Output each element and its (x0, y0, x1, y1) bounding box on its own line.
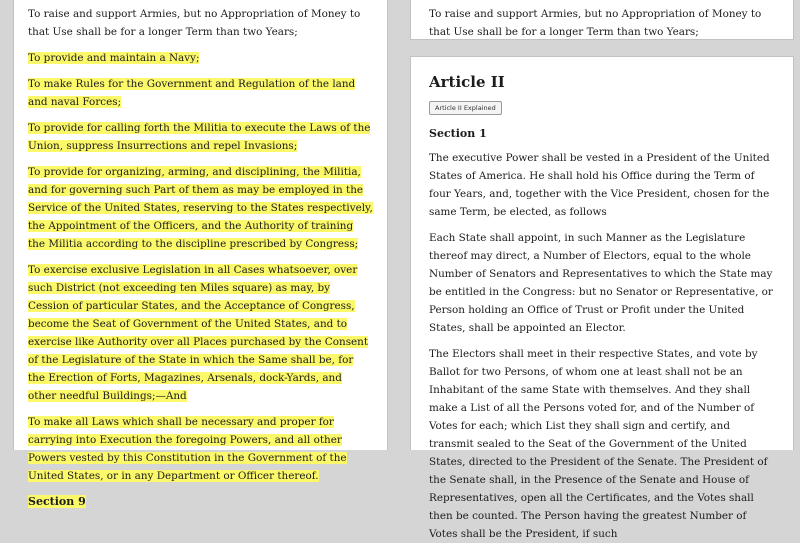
highlight-text: To make all Laws which shall be necessary and proper for carrying into Execution the foregoing Powers, and all other Powers vested by this Constitution in the Government of the United States, or in any Department or Officer thereof. (28, 416, 347, 482)
highlight-text: To exercise exclusive Legislation in all Cases whatsoever, over such District (not exceeding ten Miles square) as may, by Cession of particular States, and the Acceptance of Congress, become the Seat of Government of the United States, and to exercise like Authority over all Places purchased by the Consent of the Legislature of the State in which the Same shall be, for the Erection of Forts, Magazines, Arsenals, dock-Yards, and other needful Buildings;—And (28, 264, 369, 402)
highlighted-paragraph (28, 49, 373, 67)
right-top-pane (410, 0, 794, 40)
highlighted-paragraph (28, 119, 373, 155)
highlight-text: To provide for calling forth the Militia to execute the Laws of the Union, suppress Insurrections and repel Invasions; (28, 122, 371, 152)
section-heading (28, 493, 373, 511)
highlight-text: To provide and maintain a Navy; (28, 52, 200, 64)
highlighted-paragraph (28, 75, 373, 111)
highlighted-paragraph (28, 163, 373, 253)
intro-paragraph: To raise and support Armies, but no Appropriation of Money to that Use shall be for a longer Term than two Years; (28, 8, 361, 38)
section-heading: Section 1 (429, 127, 487, 140)
highlighted-paragraph (28, 261, 373, 405)
article-title: Article II (429, 73, 505, 91)
top-paragraph: To raise and support Armies, but no Appropriation of Money to that Use shall be for a longer Term than two Years; (429, 8, 762, 38)
highlight-text: To provide for organizing, arming, and disciplining, the Militia, and for governing such Part of them as may be employed in the Service of the United States, reserving to the States respectively, the Appointment of the Officers, and the Authority of training the Militia according to the discipline prescribed by Congress; (28, 166, 373, 250)
highlight-text: Section 9 (28, 495, 86, 508)
paragraph: Each State shall appoint, in such Manner as the Legislature thereof may direct, a Number of Electors, equal to the whole Number of Senators and Representatives to which the State may be entitled in the Congress: but no Senator or Representative, or Person holding an Office of Trust or Profit under the United States, shall be appointed an Elector. (429, 232, 773, 334)
highlight-text: To make Rules for the Government and Regulation of the land and naval Forces; (28, 78, 356, 108)
article-explained-button[interactable]: Article II Explained (429, 101, 502, 115)
highlighted-paragraph (28, 413, 373, 485)
right-document-pane (410, 56, 794, 540)
paragraph: The executive Power shall be vested in a President of the United States of America. He shall hold his Office during the Term of four Years, and, together with the Vice President, chosen for the same Term, be elected, as follows (429, 152, 770, 218)
paragraph: The Electors shall meet in their respective States, and vote by Ballot for two Persons, of whom one at least shall not be an Inhabitant of the same State with themselves. And they shall make a List of all the Persons voted for, and of the Number of Votes for each; which List they shall sign and certify, and transmit sealed to the Seat of the Government of the United States, directed to the President of the Senate. The President of the Senate shall, in the Presence of the Senate and House of Representatives, open all the Certificates, and the Votes shall then be counted. The Person having the greatest Number of Votes shall be the President, if such (429, 348, 768, 540)
left-document-pane (13, 0, 388, 508)
